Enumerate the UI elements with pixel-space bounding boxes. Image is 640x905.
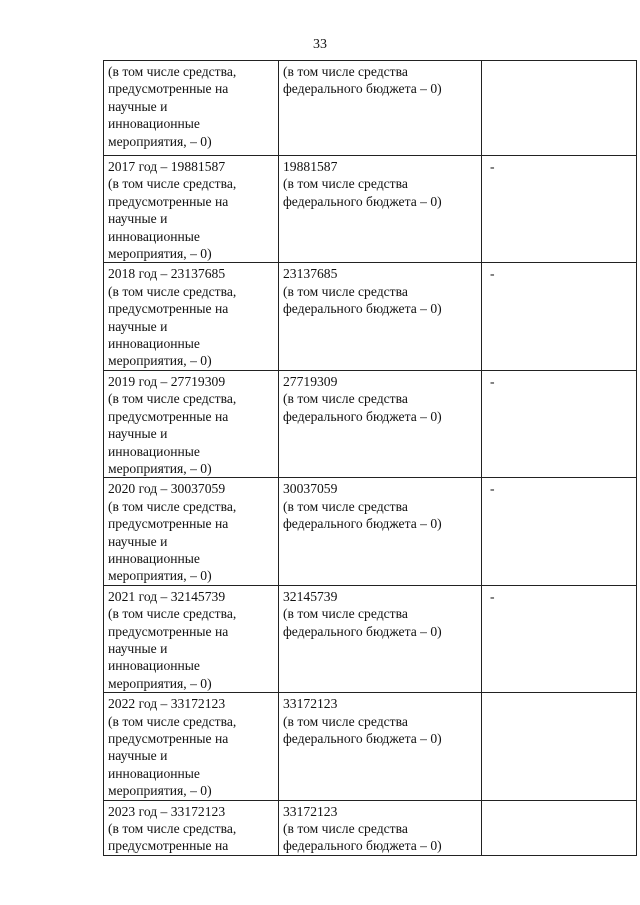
cell-total-funding bbox=[104, 263, 279, 370]
cell-text-line: федерального бюджета – 0) bbox=[283, 408, 442, 424]
cell-text-line: (в том числе средства bbox=[283, 606, 408, 622]
cell-text-line: (в том числе средства, bbox=[108, 391, 237, 407]
cell-text-line: федерального бюджета – 0) bbox=[283, 516, 442, 532]
cell-text-line: научные и bbox=[108, 318, 168, 334]
cell-other-funding bbox=[482, 693, 637, 800]
cell-text-line: 2021 год – 32145739 bbox=[108, 588, 226, 604]
cell-text-line: предусмотренные на bbox=[108, 731, 229, 746]
cell-total-funding bbox=[104, 478, 279, 585]
cell-text-line: мероприятия, – 0) bbox=[108, 133, 212, 149]
cell-text-line: инновационные bbox=[108, 658, 200, 674]
cell-text-line: (в том числе средства bbox=[283, 176, 408, 192]
cell-text-line: инновационные bbox=[108, 765, 200, 781]
cell-text-line: (в том числе средства, bbox=[108, 64, 237, 79]
cell-federal-funding bbox=[279, 478, 482, 585]
cell-text-line: предусмотренные на bbox=[108, 623, 229, 639]
cell-text-line: предусмотренные на bbox=[108, 81, 229, 97]
page-number: 33 bbox=[313, 37, 327, 52]
table-row bbox=[104, 585, 637, 692]
cell-text-line: 27719309 bbox=[283, 373, 338, 389]
cell-text-line: 33172123 bbox=[283, 803, 338, 819]
cell-text-line: научные и bbox=[108, 211, 168, 227]
cell-text-line: (в том числе средства bbox=[283, 821, 408, 837]
dash-mark: - bbox=[490, 373, 495, 389]
cell-text-line: (в том числе средства, bbox=[108, 713, 237, 729]
cell-text-line: (в том числе средства, bbox=[108, 606, 237, 622]
cell-text-line: предусмотренные на bbox=[108, 838, 229, 854]
cell-other-funding bbox=[482, 370, 637, 477]
cell-text-line: мероприятия, – 0) bbox=[108, 246, 212, 262]
cell-federal-funding bbox=[279, 370, 482, 477]
cell-text-line: федерального бюджета – 0) bbox=[283, 193, 442, 209]
cell-text-line: 32145739 bbox=[283, 588, 338, 604]
cell-text-line: предусмотренные на bbox=[108, 193, 229, 209]
cell-text-line: 2017 год – 19881587 bbox=[108, 159, 226, 174]
cell-text-line: 19881587 bbox=[283, 159, 338, 174]
cell-text-line: федерального бюджета – 0) bbox=[283, 623, 442, 639]
cell-text-line: 2019 год – 27719309 bbox=[108, 373, 226, 389]
table-row bbox=[104, 693, 637, 800]
cell-text-line: (в том числе средства, bbox=[108, 498, 237, 514]
cell-text-line: предусмотренные на bbox=[108, 408, 229, 424]
cell-text-line: научные и bbox=[108, 533, 168, 549]
cell-total-funding bbox=[104, 370, 279, 477]
cell-text-line: (в том числе средства bbox=[283, 391, 408, 407]
cell-text-line: инновационные bbox=[108, 443, 200, 459]
table-row bbox=[104, 156, 637, 263]
cell-text-line: 2018 год – 23137685 bbox=[108, 266, 226, 282]
cell-federal-funding bbox=[279, 585, 482, 692]
cell-total-funding bbox=[104, 61, 279, 156]
cell-text-line: (в том числе средства bbox=[283, 283, 408, 299]
cell-text-line: научные и bbox=[108, 748, 168, 764]
cell-text-line: (в том числе средства bbox=[283, 713, 408, 729]
table-body bbox=[104, 61, 637, 856]
cell-text-line: инновационные bbox=[108, 116, 200, 132]
cell-other-funding bbox=[482, 800, 637, 855]
cell-other-funding bbox=[482, 156, 637, 263]
cell-federal-funding bbox=[279, 800, 482, 855]
cell-text-line: 2023 год – 33172123 bbox=[108, 803, 226, 819]
cell-text-line: мероприятия, – 0) bbox=[108, 460, 212, 476]
cell-other-funding bbox=[482, 478, 637, 585]
dash-mark: - bbox=[490, 159, 495, 174]
cell-text-line: научные и bbox=[108, 640, 168, 656]
table-row bbox=[104, 478, 637, 585]
cell-text-line: 2020 год – 30037059 bbox=[108, 481, 226, 497]
budget-table bbox=[103, 60, 637, 856]
cell-text-line: предусмотренные на bbox=[108, 516, 229, 532]
cell-federal-funding bbox=[279, 263, 482, 370]
cell-text-line: 23137685 bbox=[283, 266, 338, 282]
cell-text-line: научные и bbox=[108, 98, 168, 114]
cell-text-line: 30037059 bbox=[283, 481, 338, 497]
cell-text-line: федерального бюджета – 0) bbox=[283, 81, 442, 97]
cell-text-line: (в том числе средства, bbox=[108, 821, 237, 837]
cell-text-line: федерального бюджета – 0) bbox=[283, 838, 442, 854]
cell-text-line: 33172123 bbox=[283, 696, 338, 712]
cell-total-funding bbox=[104, 585, 279, 692]
cell-total-funding bbox=[104, 156, 279, 263]
cell-text-line: предусмотренные на bbox=[108, 301, 229, 317]
cell-text-line: научные и bbox=[108, 426, 168, 442]
cell-text-line: 2022 год – 33172123 bbox=[108, 696, 226, 712]
dash-mark: - bbox=[490, 266, 495, 282]
cell-text-line: (в том числе средства bbox=[283, 498, 408, 514]
cell-text-line: инновационные bbox=[108, 336, 200, 352]
cell-text-line: мероприятия, – 0) bbox=[108, 783, 212, 799]
cell-federal-funding bbox=[279, 61, 482, 156]
dash-mark: - bbox=[490, 588, 495, 604]
cell-text-line: (в том числе средства bbox=[283, 64, 408, 79]
cell-total-funding bbox=[104, 800, 279, 855]
cell-text-line: федерального бюджета – 0) bbox=[283, 731, 442, 746]
cell-other-funding bbox=[482, 61, 637, 156]
cell-total-funding bbox=[104, 693, 279, 800]
dash-mark: - bbox=[490, 481, 495, 497]
cell-federal-funding bbox=[279, 693, 482, 800]
cell-text-line: мероприятия, – 0) bbox=[108, 568, 212, 584]
cell-text-line: инновационные bbox=[108, 550, 200, 566]
cell-text-line: (в том числе средства, bbox=[108, 283, 237, 299]
cell-federal-funding bbox=[279, 156, 482, 263]
table-row bbox=[104, 370, 637, 477]
cell-other-funding bbox=[482, 585, 637, 692]
cell-text-line: инновационные bbox=[108, 228, 200, 244]
cell-text-line: федерального бюджета – 0) bbox=[283, 301, 442, 317]
table-row bbox=[104, 800, 637, 855]
table-row bbox=[104, 263, 637, 370]
cell-other-funding bbox=[482, 263, 637, 370]
cell-text-line: мероприятия, – 0) bbox=[108, 675, 212, 691]
table-row bbox=[104, 61, 637, 156]
cell-text-line: (в том числе средства, bbox=[108, 176, 237, 192]
cell-text-line: мероприятия, – 0) bbox=[108, 353, 212, 369]
